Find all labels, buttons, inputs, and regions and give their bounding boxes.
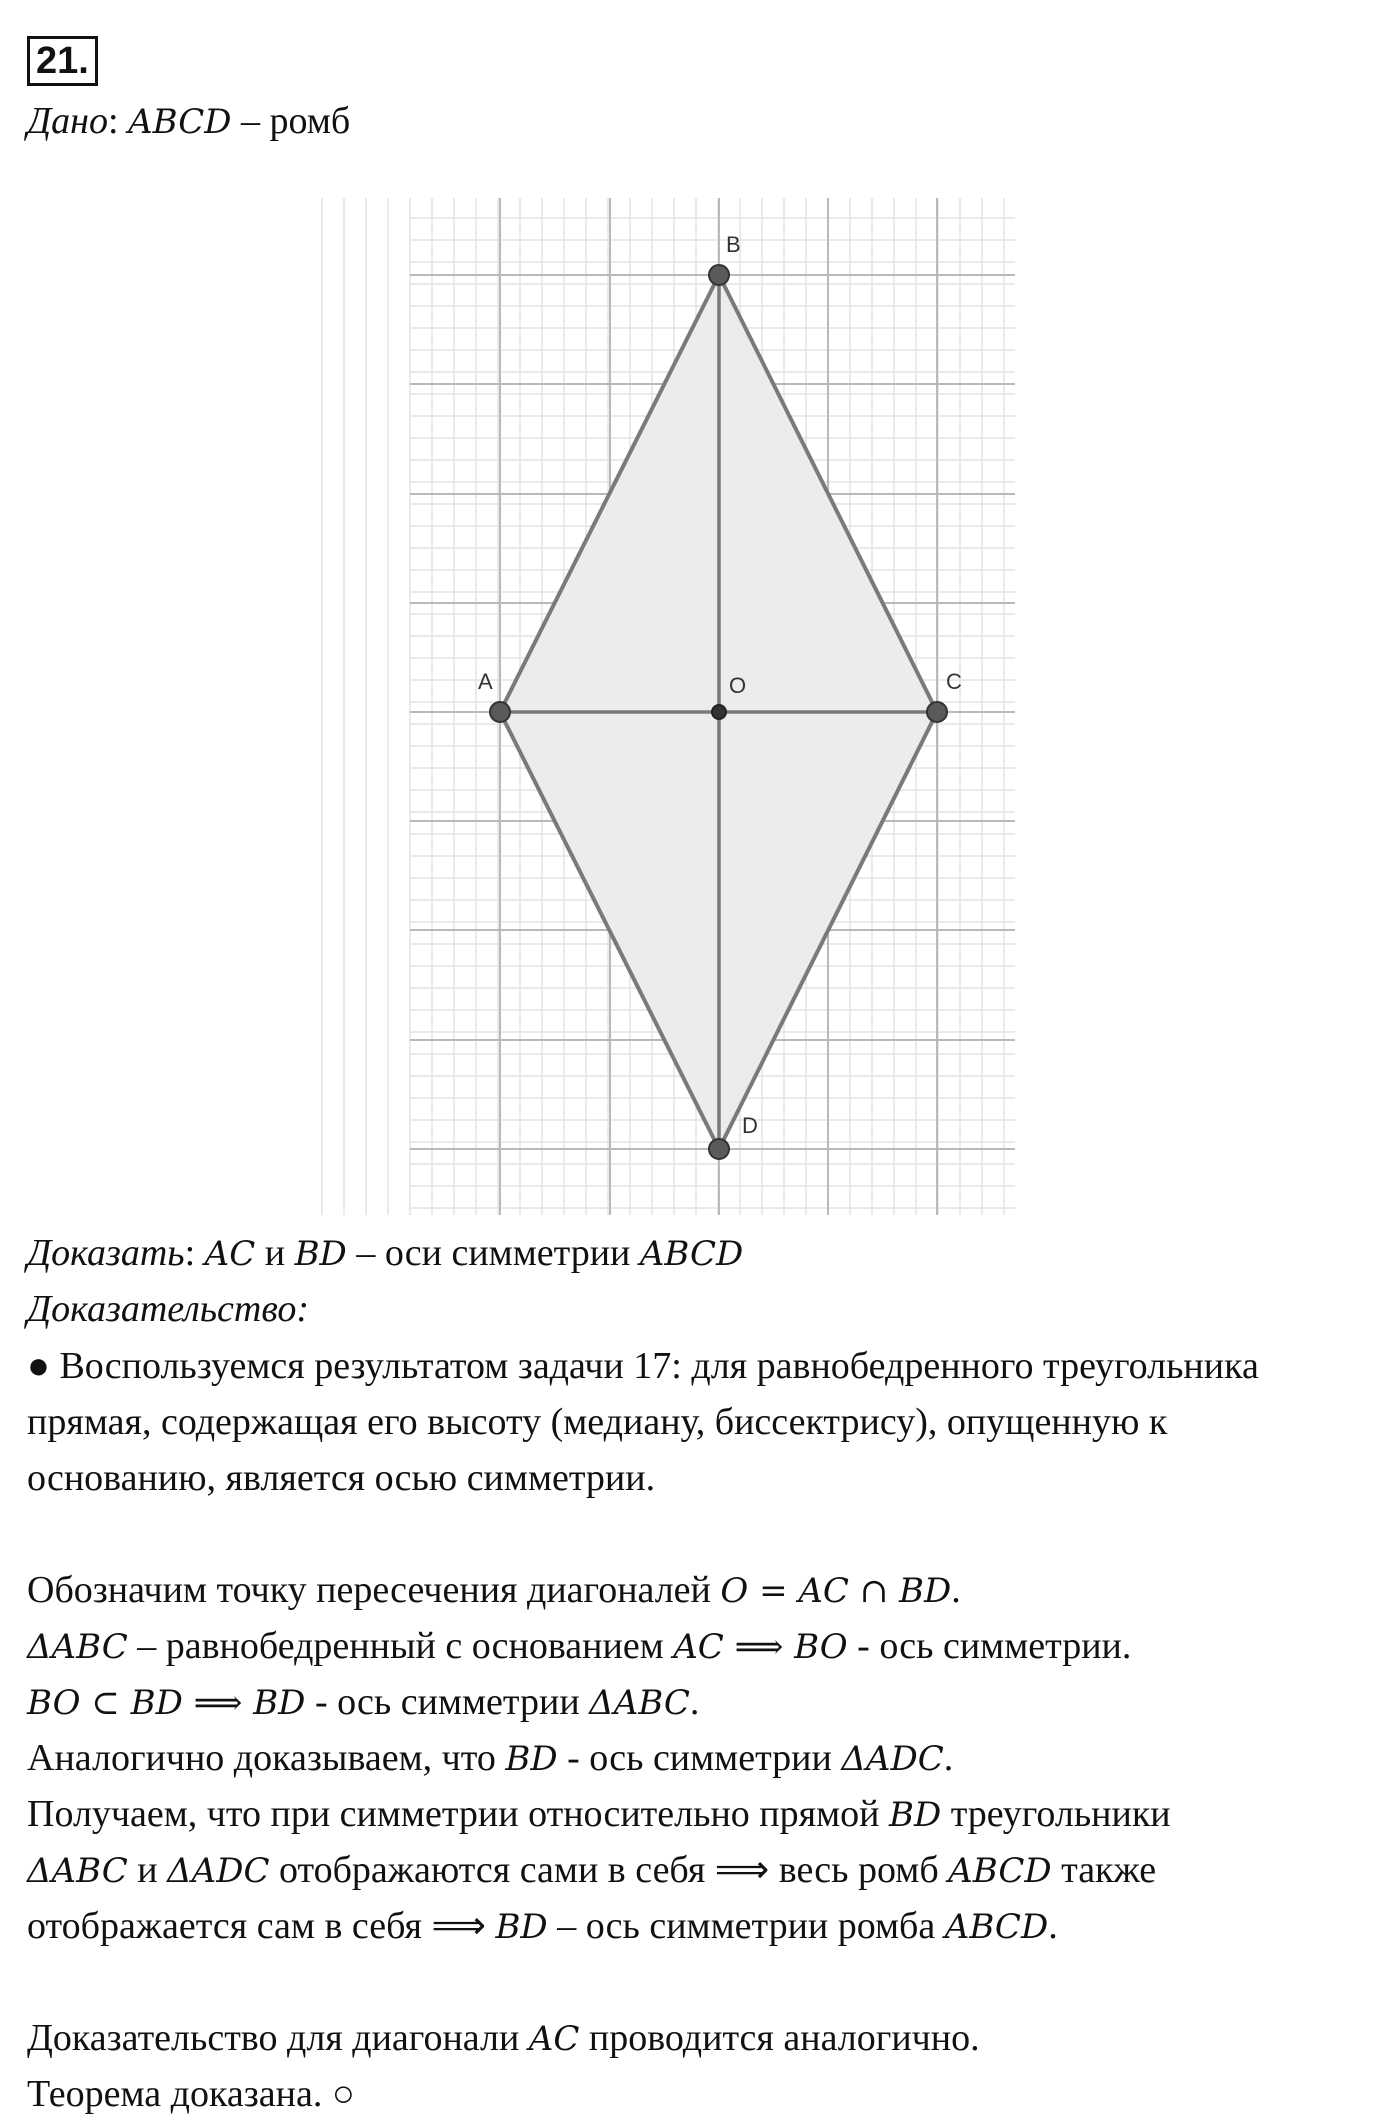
step-2-math2: AC ⟹ BO [673, 1627, 848, 1667]
step-1-end: . [951, 1569, 961, 1611]
step-4-math: BD [505, 1739, 558, 1779]
step-3 [27, 1675, 699, 1730]
step-2-end: - ось симметрии. [847, 1625, 1132, 1667]
step-2-math: ΔABC [27, 1627, 128, 1667]
step-7-text2: – ось симметрии ромба [547, 1905, 945, 1947]
paragraph1-line3: основанию, является осью симметрии. [27, 1457, 656, 1499]
step-1 [27, 1563, 961, 1618]
problem-number: 21. [27, 36, 98, 86]
step-3-end: . [689, 1681, 700, 1723]
step-4-text: Аналогично доказываем, что [27, 1737, 506, 1779]
step-6 [27, 1843, 1156, 1898]
step-4-text2: - ось симметрии [557, 1737, 842, 1779]
proof-heading: Доказательство: [27, 1288, 310, 1330]
point-a [490, 702, 510, 722]
step-5-math: BD [888, 1795, 942, 1835]
given-sep: : [108, 100, 129, 142]
step-5 [27, 1787, 1171, 1842]
prove-sep: : [184, 1232, 205, 1274]
step-6-math: ΔABC [27, 1851, 128, 1891]
step-5-text: Получаем, что при симметрии относительно прямой [27, 1793, 889, 1835]
label-c: C [946, 669, 962, 694]
point-c [927, 702, 947, 722]
step-6-end: также [1051, 1849, 1157, 1891]
step-4-end: . [943, 1737, 954, 1779]
given-label: Дано [27, 100, 109, 142]
step-3-text: - ось симметрии [305, 1681, 590, 1723]
prove-bd: BD [294, 1234, 347, 1274]
step-7-math: BD [495, 1907, 548, 1947]
step-7-end: . [1048, 1905, 1058, 1947]
theorem-proved: Теорема доказана. ○ [27, 2073, 355, 2115]
step-5-end: треугольники [941, 1793, 1171, 1835]
step-1-text: Обозначим точку пересечения диагоналей [27, 1569, 721, 1611]
label-a: A [478, 669, 493, 694]
given-figure: ABCD [128, 102, 232, 142]
given-rest: – ромб [231, 100, 351, 142]
final-text: Доказательство для диагонали [27, 2017, 529, 2059]
point-o [712, 705, 726, 719]
step-6-math3: ABCD [948, 1851, 1052, 1891]
prove-ac: AC [204, 1234, 256, 1274]
paragraph1-line2: прямая, содержащая его высоту (медиану, биссектрису), опущенную к [27, 1401, 1168, 1443]
step-6-math2: ΔADC [167, 1851, 270, 1891]
point-b [709, 265, 729, 285]
step-7-math2: ABCD [944, 1907, 1049, 1947]
prove-line [27, 1226, 743, 1281]
label-b: B [726, 232, 741, 257]
step-7-text: отображается сам в себя ⟹ [27, 1905, 496, 1947]
label-o: O [729, 673, 747, 698]
final-line-1 [27, 2011, 980, 2066]
step-4-math2: ΔADC [841, 1739, 944, 1779]
step-4 [27, 1731, 953, 1786]
step-6-and: и [127, 1849, 168, 1891]
step-3-math: BO ⊂ BD ⟹ BD [27, 1683, 306, 1723]
step-1-math: O = AC ∩ BD [720, 1571, 952, 1611]
step-3-math2: ΔABC [589, 1683, 690, 1723]
point-d [709, 1139, 729, 1159]
paragraph1-line1: ● Воспользуемся результатом задачи 17: для равнобедренного треугольника [27, 1345, 1259, 1387]
prove-label: Доказать [27, 1232, 185, 1274]
step-6-text: отображаются сами в себя ⟹ весь ромб [269, 1849, 949, 1891]
prove-and: и [255, 1232, 295, 1274]
final-math: AC [528, 2019, 580, 2059]
label-d: D [742, 1113, 758, 1138]
prove-figure: ABCD [639, 1234, 744, 1274]
step-2-text: – равнобедренный с основанием [127, 1625, 674, 1667]
final-end: проводится аналогично. [579, 2017, 980, 2059]
prove-rest: – оси симметрии [346, 1232, 640, 1274]
step-7 [27, 1899, 1058, 1954]
step-2 [27, 1619, 1131, 1674]
